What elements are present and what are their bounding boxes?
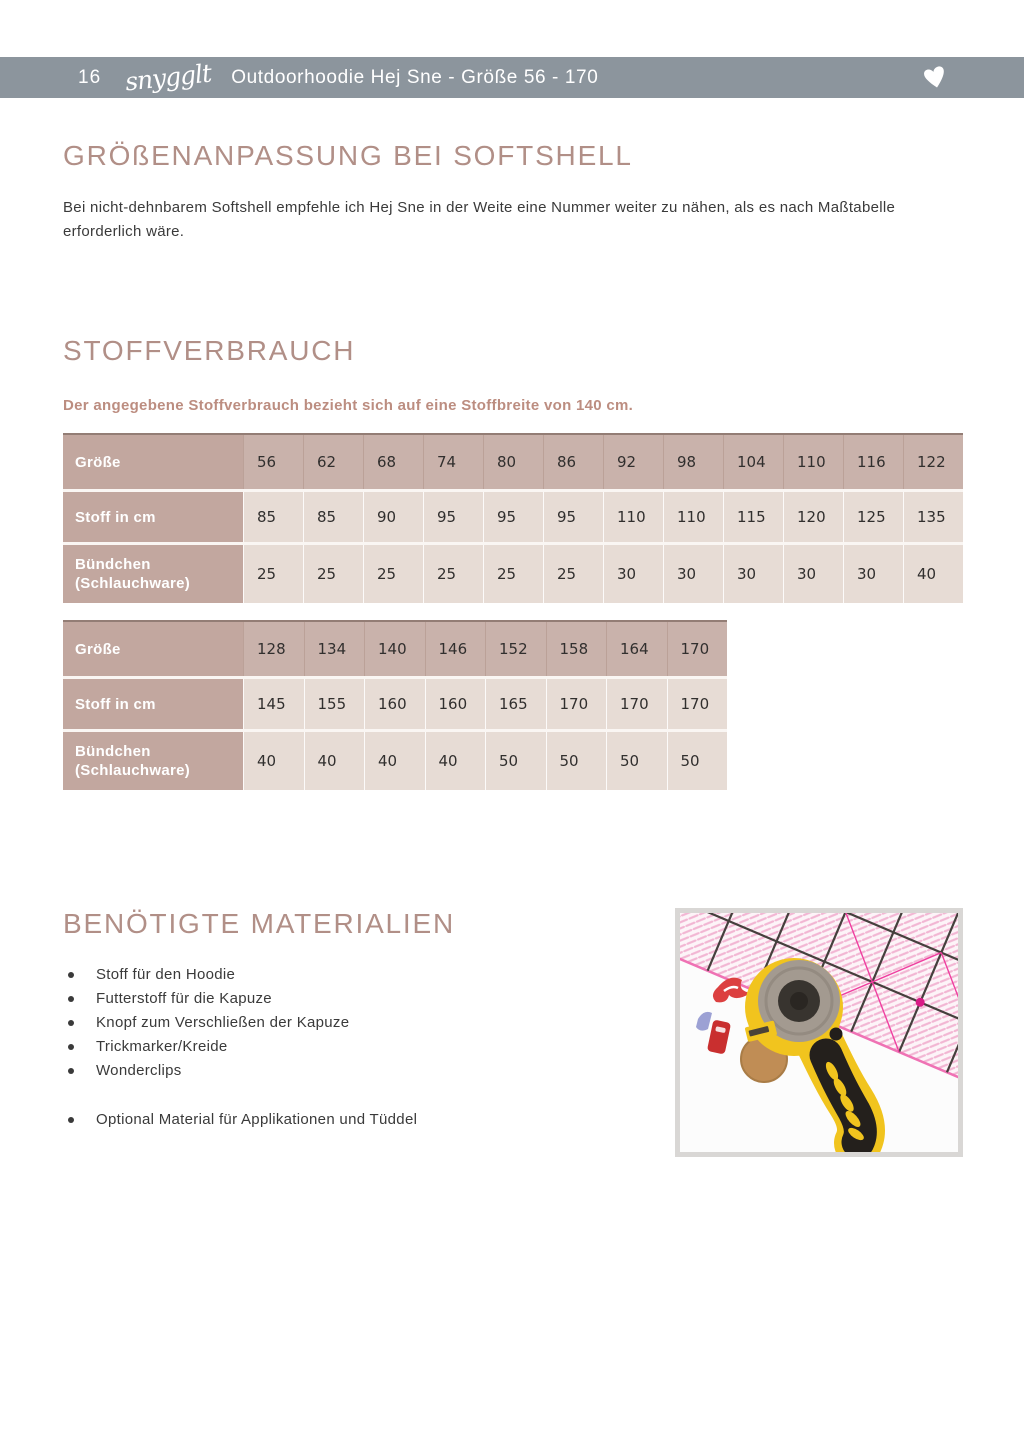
row-label: Bündchen (Schlauchware) [63,545,243,603]
section-heading-groessenanpassung: GRÖßENANPASSUNG BEI SOFTSHELL [63,140,633,171]
table-cell: 152 [485,622,546,676]
table-cell: 95 [483,492,543,542]
materials-optional-item: Optional Material für Applikationen und Tüddel [66,1108,417,1132]
fabric-table-56-122 [63,433,963,603]
materials-photo [675,908,963,1157]
fabric-table-128-170 [63,620,727,790]
table-cell: 155 [304,679,365,729]
row-label: Größe [63,622,243,676]
table-cell: 25 [303,545,363,603]
table-cell: 95 [423,492,483,542]
row-label: Größe [63,435,243,489]
brand-logo: snygglt [123,58,213,97]
materials-photo-graphic [680,913,958,1152]
table-cell: 90 [363,492,423,542]
table-cell: 86 [543,435,603,489]
table-cell: 62 [303,435,363,489]
table-cell: 85 [243,492,303,542]
table-cell: 170 [546,679,607,729]
table-row [63,489,963,542]
table-cell: 85 [303,492,363,542]
table-cell: 30 [723,545,783,603]
table-row [63,622,727,676]
table-cell: 164 [606,622,667,676]
table-cell: 40 [425,732,486,790]
table-cell: 122 [903,435,963,489]
table-cell: 30 [603,545,663,603]
table-cell: 25 [543,545,603,603]
table-cell: 50 [485,732,546,790]
resize-body-text: Bei nicht-dehnbarem Softshell empfehle ich Hej Sne in der Weite eine Nummer weiter zu nähen, als es nach Maßtabelle erforderlich wäre. [63,199,896,240]
table-cell: 50 [667,732,728,790]
table-cell: 146 [425,622,486,676]
table-cell: 110 [663,492,723,542]
table-cell: 30 [843,545,903,603]
page-header-bar [0,57,1024,98]
table-cell: 170 [606,679,667,729]
row-label: Bündchen (Schlauchware) [63,732,243,790]
list-item: Futterstoff für die Kapuze [66,987,349,1011]
fabric-width-note: Der angegebene Stoffverbrauch bezieht sich auf eine Stoffbreite von 140 cm. [63,397,634,414]
table-cell: 165 [485,679,546,729]
table-cell: 115 [723,492,783,542]
table-row [63,542,963,603]
table-cell: 158 [546,622,607,676]
table-cell: 170 [667,622,728,676]
table-cell: 56 [243,435,303,489]
table-row [63,729,727,790]
table-cell: 160 [425,679,486,729]
document-title: Outdoorhoodie Hej Sne - Größe 56 - 170 [231,66,599,88]
table-cell: 50 [606,732,667,790]
table-cell: 145 [243,679,304,729]
table-cell: 120 [783,492,843,542]
table-row [63,676,727,729]
section-heading-materialien: BENÖTIGTE MATERIALIEN [63,908,455,939]
table-cell: 30 [783,545,843,603]
section-heading-stoffverbrauch: STOFFVERBRAUCH [63,335,356,366]
table-cell: 25 [483,545,543,603]
table-cell: 68 [363,435,423,489]
table-cell: 40 [364,732,425,790]
table-cell: 170 [667,679,728,729]
list-item: Knopf zum Verschließen der Kapuze [66,1011,349,1035]
table-cell: 128 [243,622,304,676]
materials-list [66,963,349,1083]
table-cell: 140 [364,622,425,676]
table-cell: 40 [903,545,963,603]
row-label: Stoff in cm [63,679,243,729]
row-label: Stoff in cm [63,492,243,542]
table-cell: 40 [243,732,304,790]
table-cell: 30 [663,545,723,603]
table-cell: 25 [423,545,483,603]
table-cell: 92 [603,435,663,489]
table-cell: 74 [423,435,483,489]
list-item: Trickmarker/Kreide [66,1035,349,1059]
list-item: Stoff für den Hoodie [66,963,349,987]
list-item: Wonderclips [66,1059,349,1083]
table-cell: 110 [603,492,663,542]
table-cell: 50 [546,732,607,790]
heart-icon [922,65,948,96]
table-cell: 25 [363,545,423,603]
table-row [63,435,963,489]
table-cell: 95 [543,492,603,542]
table-cell: 116 [843,435,903,489]
table-cell: 80 [483,435,543,489]
table-cell: 110 [783,435,843,489]
table-cell: 40 [304,732,365,790]
table-cell: 134 [304,622,365,676]
table-cell: 104 [723,435,783,489]
table-cell: 98 [663,435,723,489]
page-number: 16 [78,66,102,88]
table-cell: 160 [364,679,425,729]
table-cell: 135 [903,492,963,542]
table-cell: 125 [843,492,903,542]
table-cell: 25 [243,545,303,603]
